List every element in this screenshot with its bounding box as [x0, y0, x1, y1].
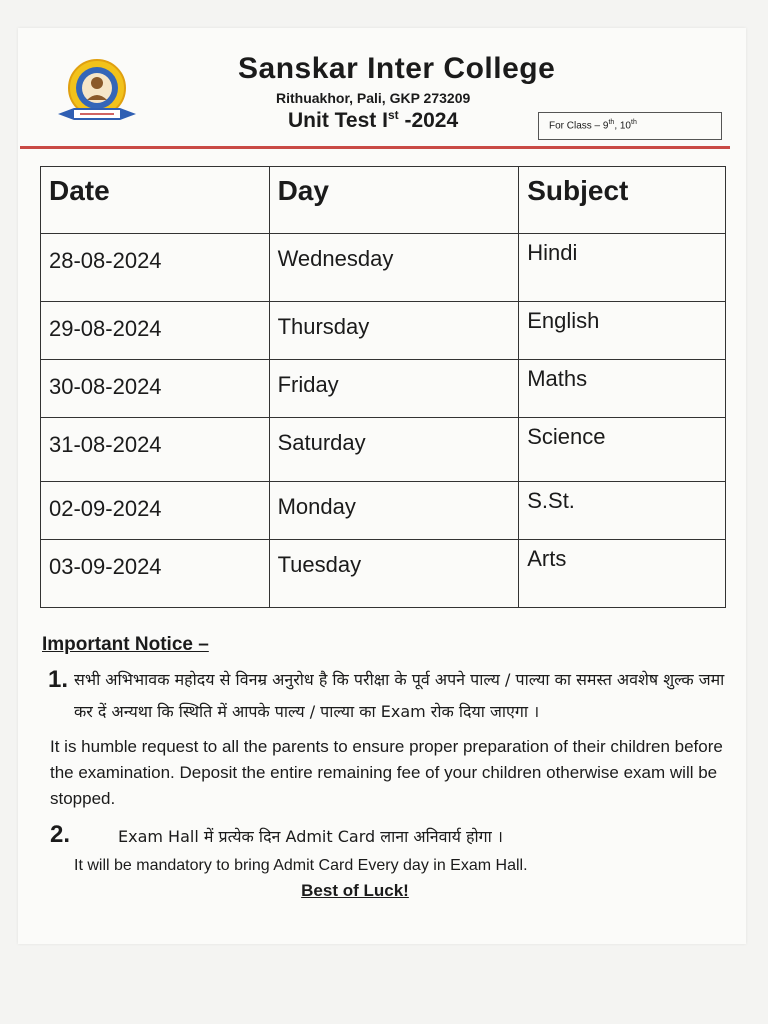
table-row	[41, 234, 726, 302]
cell-day: Tuesday	[269, 540, 519, 608]
cell-subject: Science	[519, 418, 726, 482]
point-2-number: 2.	[50, 821, 71, 848]
cell-day: Friday	[269, 360, 519, 418]
point-2-english-text: It will be mandatory to bring Admit Card Every day in Exam Hall.	[74, 857, 528, 874]
class-box	[538, 112, 722, 140]
cell-date: 29-08-2024	[41, 302, 270, 360]
class-superscript-1: th	[608, 119, 615, 126]
cell-subject: Hindi	[519, 234, 726, 302]
class-superscript-2: th	[631, 119, 637, 126]
cell-subject: English	[519, 302, 726, 360]
notice-heading: Important Notice –	[42, 634, 209, 655]
table-row	[41, 360, 726, 418]
cell-date: 28-08-2024	[41, 234, 270, 302]
test-title-year: -2024	[398, 109, 459, 132]
cell-subject: S.St.	[519, 482, 726, 540]
exam-schedule-table	[40, 166, 726, 608]
column-header-date: Date	[41, 167, 270, 234]
cell-day: Wednesday	[269, 234, 519, 302]
test-title-superscript: st	[387, 108, 399, 122]
column-header-day: Day	[269, 167, 519, 234]
class-mid: , 10	[614, 120, 631, 132]
test-title-main: Unit Test I	[288, 109, 388, 132]
table-row	[41, 302, 726, 360]
important-notice	[40, 634, 730, 901]
column-header-subject: Subject	[519, 167, 726, 234]
closing-message: Best of Luck!	[301, 881, 409, 900]
point-1-english-text: It is humble request to all the parents to ensure proper preparation of their children before the examination. Deposit the entire remaining fee of your children otherwise exam will be stopped.	[50, 737, 723, 808]
notice-point-2	[40, 822, 730, 853]
cell-date: 31-08-2024	[41, 418, 270, 482]
college-name: Sanskar Inter College	[238, 52, 556, 85]
test-title	[288, 108, 458, 133]
point-1-hindi-text: सभी अभिभावक महोदय से विनम्र अनुरोध है कि परीक्षा के पूर्व अपने पाल्य / पाल्या का समस्त अवशेष शुल्क जमा कर दें अन्यथा कि स्थिति में आपके पाल्य / पाल्या का Exam रोक दिया जाएगा ।	[74, 670, 725, 721]
notice-point-1	[40, 664, 730, 728]
table-header-row	[41, 167, 726, 234]
class-prefix: For Class – 9	[549, 120, 609, 132]
table-row	[41, 418, 726, 482]
cell-day: Saturday	[269, 418, 519, 482]
cell-date: 30-08-2024	[41, 360, 270, 418]
cell-subject: Maths	[519, 360, 726, 418]
point-1-number: 1.	[48, 666, 69, 693]
cell-subject: Arts	[519, 540, 726, 608]
point-2-hindi-text: Exam Hall में प्रत्येक दिन Admit Card लाना अनिवार्य होगा ।	[118, 827, 503, 846]
cell-date: 03-09-2024	[41, 540, 270, 608]
header-divider	[20, 146, 730, 149]
cell-date: 02-09-2024	[41, 482, 270, 540]
cell-day: Monday	[269, 482, 519, 540]
cell-day: Thursday	[269, 302, 519, 360]
college-address: Rithuakhor, Pali, GKP 273209	[276, 90, 471, 106]
college-logo	[54, 56, 140, 128]
table-row	[41, 540, 726, 608]
table-row	[41, 482, 726, 540]
